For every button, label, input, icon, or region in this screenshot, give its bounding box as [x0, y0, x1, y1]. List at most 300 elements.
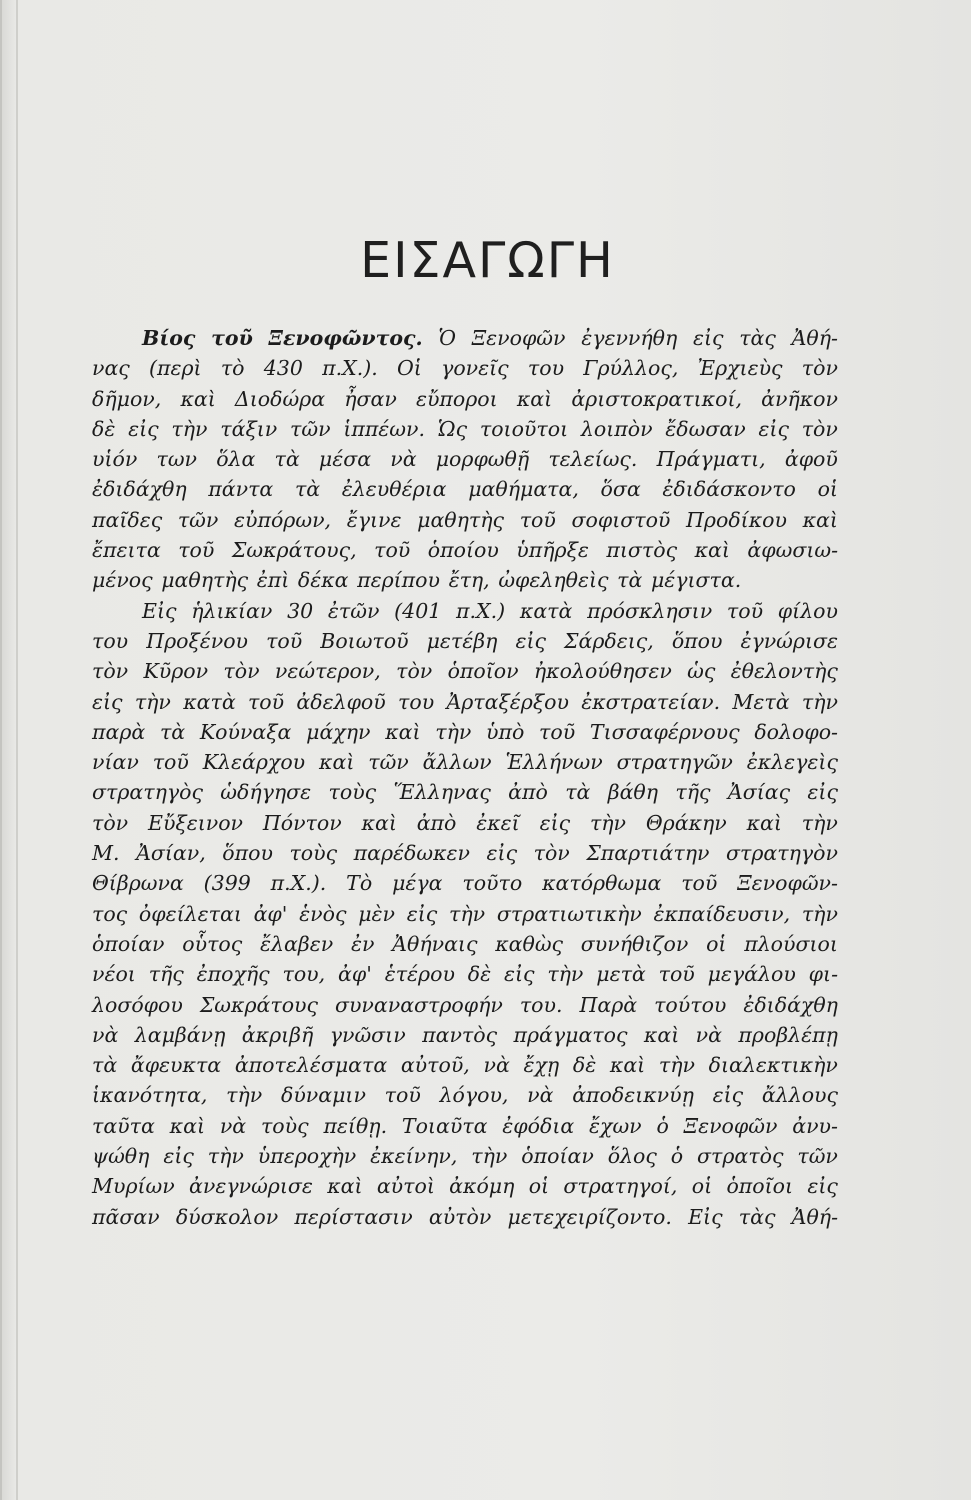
- word: ἀκόμη: [449, 1174, 515, 1199]
- word: παρέδωκεν: [353, 841, 470, 866]
- word: νὰ: [219, 1113, 247, 1138]
- word: νέοι: [92, 962, 136, 987]
- word: υἱόν: [92, 447, 138, 472]
- word: του: [398, 689, 435, 714]
- body-text: [92, 326, 838, 1235]
- word: καὶ: [746, 810, 782, 835]
- text-line: [92, 629, 838, 659]
- word: κατόρθωμα: [542, 871, 662, 896]
- word: νὰ: [527, 1083, 554, 1108]
- word: φι-: [808, 962, 838, 987]
- word: φίλου: [777, 598, 838, 623]
- word: (399: [203, 871, 251, 896]
- word: ὁποίαν: [521, 1144, 594, 1169]
- word: τοῦ: [211, 326, 253, 350]
- word: ὁποῖοι: [726, 1174, 794, 1199]
- word: Μ.: [92, 841, 120, 866]
- word: τῶν: [290, 416, 331, 441]
- word: δῆμον,: [92, 386, 162, 411]
- word: τοῦ: [178, 538, 215, 563]
- word: Κῦρον: [143, 659, 209, 684]
- word: νὰ: [695, 1022, 722, 1047]
- word: Σπαρτιάτην: [586, 841, 710, 866]
- word: ὅλα: [216, 447, 256, 472]
- word: οἱ: [706, 931, 727, 956]
- word: Ὁ: [438, 326, 457, 350]
- word: Παρὰ: [579, 992, 638, 1017]
- word: τὸν: [396, 659, 433, 684]
- word: πείθῃ.: [323, 1113, 388, 1138]
- word: δύναμιν: [280, 1083, 366, 1108]
- word: τοῦ: [519, 507, 556, 532]
- word: ἔλαβεν: [260, 931, 334, 956]
- word: Ἀθήναις: [392, 931, 478, 956]
- word: δὲ: [467, 962, 492, 987]
- text-line: [92, 1205, 838, 1235]
- word: αὐτὸν: [428, 1204, 492, 1229]
- word: τοῦ: [247, 689, 285, 714]
- word: ἔγινε: [346, 507, 402, 532]
- word: του: [527, 356, 565, 381]
- page-fold: [16, 0, 18, 1500]
- word: τῆς: [148, 962, 184, 987]
- word: τὸν: [92, 659, 129, 684]
- word: Τισσαφέρνους: [589, 719, 740, 744]
- word: εἰς: [712, 1083, 744, 1108]
- word: τάξιν: [220, 416, 278, 441]
- word: τὸν: [223, 659, 260, 684]
- word: καὶ: [516, 386, 553, 411]
- word: εἰς: [503, 962, 535, 987]
- word: ἔχῃ: [523, 1053, 560, 1078]
- word: ἀδελφοῦ: [296, 689, 386, 714]
- word: π.Χ.): [456, 598, 506, 623]
- word: Ξενοφῶν-: [737, 871, 838, 896]
- text-line: [92, 387, 838, 417]
- word: μαθητὴς: [417, 507, 505, 532]
- word: ἀποτελέσματα: [234, 1053, 388, 1078]
- word: Πόντον: [262, 810, 342, 835]
- word: Οἱ: [396, 356, 422, 381]
- word: καὶ: [694, 538, 730, 563]
- word: 30: [287, 598, 314, 623]
- word: τὰ: [617, 568, 643, 593]
- word: μαθητὴς: [161, 568, 249, 593]
- word: ἐδιδάχθη: [92, 477, 187, 502]
- word: ἐγνώρισε: [740, 628, 838, 653]
- word: τὴν: [449, 901, 486, 926]
- word: ὁ: [670, 1144, 684, 1169]
- word: Εὔξεινον: [148, 810, 244, 835]
- word: τοῦτο: [462, 871, 523, 896]
- word: Ξενοφῶν: [471, 326, 566, 350]
- word: νὰ: [483, 1053, 510, 1078]
- word: Σωκράτους: [199, 992, 318, 1017]
- word: δέκα: [297, 568, 349, 593]
- text-line: [92, 1083, 838, 1113]
- word: Μετὰ: [732, 689, 790, 714]
- word: τὰ: [159, 719, 186, 744]
- word: τοῦ: [681, 871, 718, 896]
- word: τὴν: [801, 901, 838, 926]
- word: λόγου,: [439, 1083, 509, 1108]
- word: Τὸ: [346, 871, 373, 896]
- word: συνήθιζον: [580, 931, 689, 956]
- word: Γρύλλος,: [583, 356, 679, 381]
- word: Βίος: [142, 326, 196, 350]
- word: δύσκολον: [175, 1204, 279, 1229]
- word: Ξενοφῶν: [683, 1113, 778, 1138]
- word: καὶ: [385, 719, 421, 744]
- word: ἐφόδια: [502, 1113, 575, 1138]
- word: ἀκριβῆ: [241, 1022, 314, 1047]
- word: ἐδιδάχθη: [743, 992, 838, 1017]
- word: ἐκστρατείαν.: [581, 689, 721, 714]
- word: ἔχων: [589, 1113, 642, 1138]
- word: ἐθελοντὴς: [730, 659, 838, 684]
- word: ἀνυ-: [792, 1113, 838, 1138]
- word: ὀφείλεται: [138, 901, 242, 926]
- word: ἀπὸ: [416, 810, 457, 835]
- word: τὰ: [565, 780, 591, 805]
- word: εἰς: [539, 810, 571, 835]
- word: ὅλος: [607, 1144, 657, 1169]
- word: Σωκράτους,: [231, 538, 357, 563]
- word: λαμβάνῃ: [134, 1022, 226, 1047]
- word: καὶ: [180, 386, 216, 411]
- word: οἱ: [817, 477, 838, 502]
- word: π.Χ.).: [322, 356, 378, 381]
- word: πρόσκλησιν: [587, 598, 713, 623]
- word: τὸν: [801, 416, 838, 441]
- page-title: ΕΙΣΑΓΩΓΗ: [360, 232, 615, 289]
- word: Εἰς: [142, 598, 177, 623]
- word: κατὰ: [519, 598, 573, 623]
- word: των: [156, 447, 198, 472]
- word: ταῦτα: [92, 1113, 155, 1138]
- word: καὶ: [361, 810, 397, 835]
- text-line: [92, 932, 838, 962]
- word: τὰς: [738, 1204, 776, 1229]
- word: ἐδιδάσκοντο: [662, 477, 796, 502]
- text-line: [92, 1174, 838, 1204]
- word: μάχην: [306, 719, 371, 744]
- word: εἰς: [758, 416, 789, 441]
- word: καθὼς: [495, 931, 564, 956]
- text-line: [92, 326, 838, 356]
- word: τοῦ: [374, 538, 411, 563]
- text-line: [92, 1144, 838, 1174]
- word: πράγματος: [513, 1022, 628, 1047]
- text-line: [92, 1023, 838, 1053]
- word: γνῶσιν: [329, 1022, 406, 1047]
- text-line: [92, 447, 838, 477]
- word: τοιοῦτοι: [479, 416, 569, 441]
- word: τὰ: [274, 447, 300, 472]
- word: ὁποίου: [427, 538, 499, 563]
- word: Σάρδεις,: [564, 628, 654, 653]
- word: μεγάλου: [707, 962, 796, 987]
- word: Ἀσίαν,: [136, 841, 206, 866]
- word: τοὺς: [260, 1113, 309, 1138]
- word: του: [92, 628, 129, 653]
- word: Κούναξα: [199, 719, 292, 744]
- word: ὑπὸ: [486, 719, 525, 744]
- word: αὐτοὶ: [376, 1174, 435, 1199]
- word: τὴν: [801, 689, 838, 714]
- word: τὴν: [658, 1053, 695, 1078]
- word: εἰς: [807, 780, 838, 805]
- word: Μυρίων: [92, 1174, 175, 1199]
- word: τὸ: [220, 356, 245, 381]
- word: ὡς: [687, 659, 716, 684]
- word: ἔδωσαν: [665, 416, 746, 441]
- word: εἰς: [92, 689, 123, 714]
- word: ὑπῆρξε: [516, 538, 589, 563]
- text-line: [92, 750, 838, 780]
- word: ἱππέων.: [343, 416, 425, 441]
- word: εἰς: [807, 1174, 838, 1199]
- word: ὁ: [656, 1113, 669, 1138]
- word: ἄλλους: [761, 1083, 838, 1108]
- word: ὑπεροχὴν: [257, 1144, 357, 1169]
- word: δὲ: [572, 1053, 597, 1078]
- word: ἐκεῖ: [476, 810, 520, 835]
- word: μέγα: [392, 871, 443, 896]
- word: τὰς: [739, 326, 776, 350]
- word: ἄλλων: [422, 750, 492, 775]
- word: ἀνῆκον: [761, 386, 838, 411]
- word: ἱκανότητα,: [92, 1083, 208, 1108]
- word: ἔτη,: [448, 568, 490, 593]
- word: ὡδήγησε: [220, 780, 312, 805]
- word: τοῦ: [384, 1083, 421, 1108]
- word: τὸν: [533, 841, 570, 866]
- word: τούτου: [654, 992, 727, 1017]
- word: καὶ: [327, 1174, 363, 1199]
- word: δολοφο-: [754, 719, 838, 744]
- word: νὰ: [390, 447, 417, 472]
- word: καὶ: [643, 1022, 680, 1047]
- word: εἰς: [163, 1144, 194, 1169]
- text-line: [92, 690, 838, 720]
- text-line: [92, 599, 838, 629]
- word: ἠκολούθησεν: [533, 659, 672, 684]
- word: του,: [282, 962, 326, 987]
- word: ἑτέρου: [384, 962, 455, 987]
- word: τὴν: [471, 1144, 508, 1169]
- word: τελείως.: [548, 447, 638, 472]
- word: καὶ: [609, 1053, 646, 1078]
- word: στρατὸς: [697, 1144, 784, 1169]
- text-line: [92, 780, 838, 810]
- word: ἐτῶν: [327, 598, 380, 623]
- word: τὸν: [801, 356, 838, 381]
- word: ἀπὸ: [508, 780, 548, 805]
- word: ἀφ': [338, 962, 372, 987]
- word: ἐπὶ: [256, 568, 290, 593]
- text-line: [92, 508, 838, 538]
- word: οἱ: [528, 1174, 550, 1199]
- word: ἀνεγνώρισε: [189, 1174, 313, 1199]
- text-line: [92, 659, 838, 689]
- word: βάθη: [607, 780, 659, 805]
- word: εἰς: [692, 326, 724, 350]
- word: δὲ: [92, 416, 116, 441]
- word: Εἰς: [688, 1204, 723, 1229]
- word: παῖδες: [92, 507, 163, 532]
- word: τῶν: [368, 750, 409, 775]
- word: εὐπόρων,: [234, 507, 332, 532]
- word: ἀποδεικνύῃ: [572, 1083, 694, 1108]
- word: μέσα: [318, 447, 372, 472]
- word: στρατιωτικὴν: [496, 901, 642, 926]
- word: 430: [263, 356, 303, 381]
- word: τῶν: [177, 507, 219, 532]
- word: ὅπου: [222, 841, 273, 866]
- word: λοσόφου: [92, 992, 183, 1017]
- word: Ἀρταξέρξου: [446, 689, 569, 714]
- word: εἰς: [128, 416, 159, 441]
- word: ἀφ': [253, 901, 288, 926]
- word: καὶ: [802, 507, 838, 532]
- word: οὗτος: [182, 931, 243, 956]
- word: πιστὸς: [606, 538, 678, 563]
- word: τοῦ: [726, 598, 764, 623]
- word: παρὰ: [92, 719, 146, 744]
- word: εἰς: [406, 901, 438, 926]
- word: νίαν: [92, 750, 139, 775]
- word: ἀφοῦ: [784, 447, 838, 472]
- word: τὰ: [294, 477, 321, 502]
- word: μετὰ: [596, 962, 646, 987]
- word: τὴν: [801, 810, 838, 835]
- word: εἰς: [515, 628, 546, 653]
- word: Ξενοφῶντος.: [268, 326, 423, 350]
- word: Βοιωτοῦ: [320, 628, 409, 653]
- word: μένος: [92, 568, 153, 593]
- word: λοιπὸν: [580, 416, 653, 441]
- word: νὰ: [92, 1022, 119, 1047]
- word: νεώτερον,: [274, 659, 381, 684]
- word: τοῦ: [658, 962, 695, 987]
- word: τὸν: [92, 810, 129, 835]
- word: του.: [519, 992, 563, 1017]
- word: ἐκπαίδευσιν,: [653, 901, 791, 926]
- word: τὴν: [226, 1083, 263, 1108]
- text-line: [92, 568, 838, 598]
- word: μέγιστα.: [650, 568, 742, 593]
- text-line: [92, 993, 838, 1023]
- word: γονεῖς: [441, 356, 509, 381]
- word: Ἕλληνας: [393, 780, 491, 805]
- word: Ἀθή-: [791, 326, 838, 350]
- word: μὲν: [358, 901, 395, 926]
- word: ὅπου: [671, 628, 723, 653]
- word: Προξένου: [146, 628, 249, 653]
- word: ἡλικίαν: [191, 598, 273, 623]
- word: ἑνὸς: [299, 901, 347, 926]
- word: ἀφωσιω-: [747, 538, 838, 563]
- word: Ὡς: [437, 416, 468, 441]
- word: τὴν: [134, 689, 171, 714]
- word: ὠφεληθεὶς: [498, 568, 609, 593]
- word: ἐγεννήθη: [581, 326, 678, 350]
- text-line: [92, 417, 838, 447]
- word: τὴν: [207, 1144, 244, 1169]
- word: εὔποροι: [415, 386, 498, 411]
- word: μορφωθῇ: [435, 447, 530, 472]
- word: Ἀσίας: [727, 780, 791, 805]
- text-line: [92, 962, 838, 992]
- word: μετεχειρίζοντο.: [507, 1204, 672, 1229]
- word: ἀριστοκρατικοί,: [571, 386, 742, 411]
- word: πάντα: [208, 477, 274, 502]
- word: ἐν: [350, 931, 375, 956]
- word: μετέβη: [426, 628, 498, 653]
- word: στρατηγὸν: [726, 841, 838, 866]
- word: Θίβρωνα: [92, 871, 184, 896]
- word: τὴν: [435, 719, 472, 744]
- text-line: [92, 902, 838, 932]
- word: τοῦ: [266, 628, 303, 653]
- word: ἐκείνην,: [370, 1144, 458, 1169]
- word: ἐποχῆς: [196, 962, 270, 987]
- word: στρατηγοί,: [563, 1174, 678, 1199]
- word: π.Χ.).: [270, 871, 327, 896]
- word: διαλεκτικὴν: [708, 1053, 838, 1078]
- word: παντὸς: [422, 1022, 498, 1047]
- word: προβλέπῃ: [738, 1022, 838, 1047]
- word: τοὺς: [328, 780, 377, 805]
- word: (περὶ: [149, 356, 202, 381]
- word: ὁποίαν: [92, 931, 165, 956]
- word: περίπου: [357, 568, 440, 593]
- word: ἐκλεγεὶς: [746, 750, 838, 775]
- word: τοῦ: [152, 750, 189, 775]
- word: τος: [92, 901, 128, 926]
- word: κατὰ: [183, 689, 236, 714]
- word: Ἐρχιεὺς: [697, 356, 783, 381]
- word: τοῦ: [539, 719, 576, 744]
- text-line: [92, 720, 838, 750]
- word: Ἑλλήνων: [505, 750, 603, 775]
- word: πᾶσαν: [92, 1204, 160, 1229]
- word: στρατηγῶν: [616, 750, 733, 775]
- word: (401: [394, 598, 442, 623]
- text-line: [92, 841, 838, 871]
- word: Ἀθή-: [791, 1204, 838, 1229]
- word: ἄφευκτα: [130, 1053, 222, 1078]
- word: καὶ: [169, 1113, 205, 1138]
- word: Προδίκου: [686, 507, 787, 532]
- word: καὶ: [319, 750, 355, 775]
- text-line: [92, 811, 838, 841]
- word: ἐλευθέρια: [341, 477, 447, 502]
- word: τοὺς: [289, 841, 338, 866]
- word: πλούσιοι: [744, 931, 838, 956]
- word: μαθήματα,: [468, 477, 579, 502]
- word: Πράγματι,: [656, 447, 766, 472]
- word: περίστασιν: [294, 1204, 413, 1229]
- text-line: [92, 477, 838, 507]
- word: οἱ: [691, 1174, 713, 1199]
- word: ἦσαν: [344, 386, 397, 411]
- word: ὁποῖον: [447, 659, 519, 684]
- word: Θράκην: [645, 810, 727, 835]
- word: αὐτοῦ,: [400, 1053, 470, 1078]
- word: συναναστροφήν: [334, 992, 503, 1017]
